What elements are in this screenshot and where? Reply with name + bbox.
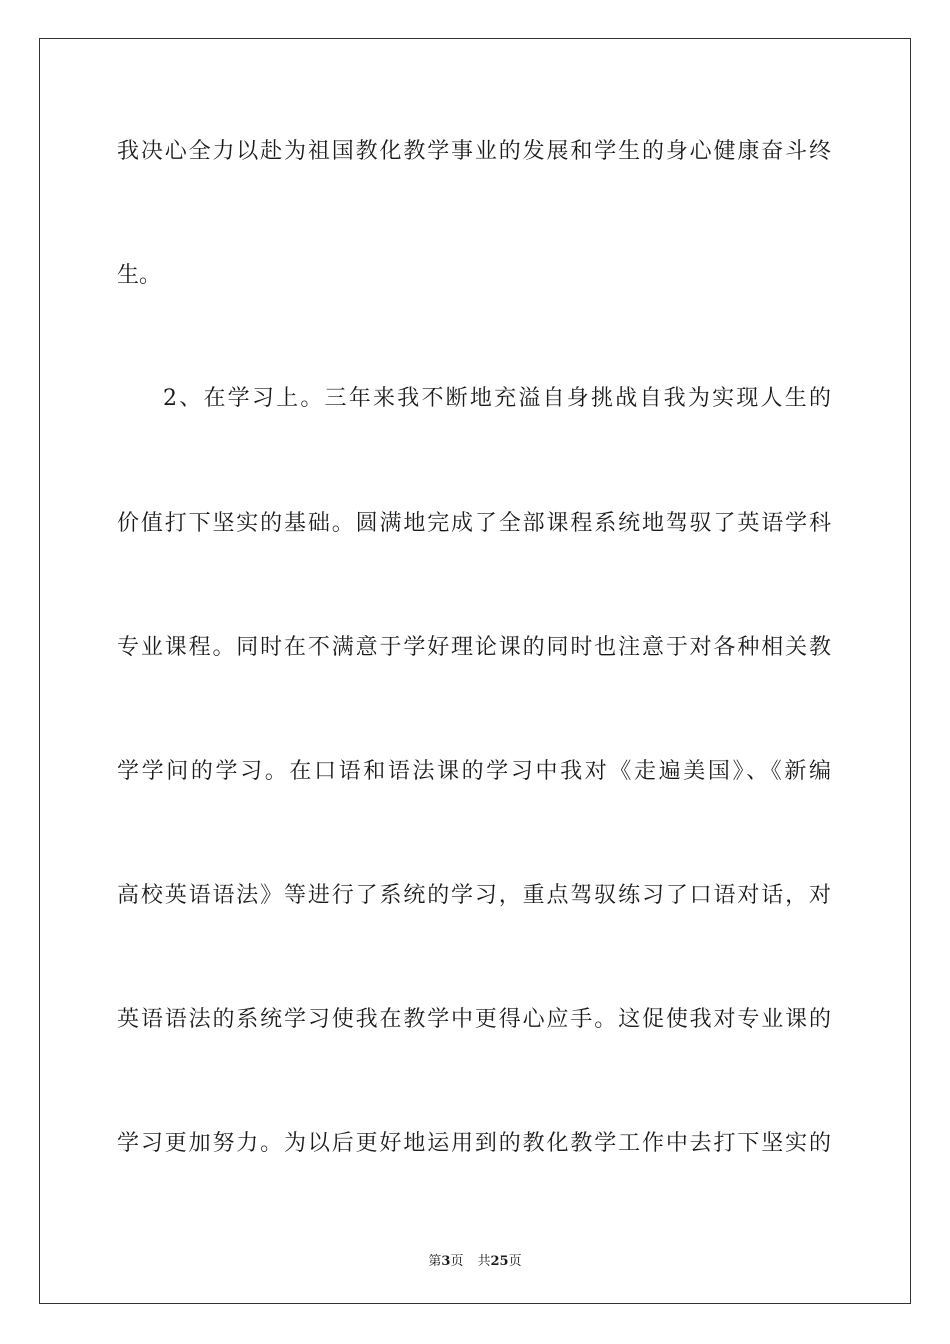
page-border — [39, 38, 911, 1304]
total-pages-indicator — [477, 1254, 521, 1269]
page-number: 3 — [441, 1254, 451, 1269]
page-footer — [0, 1250, 950, 1269]
total-pages: 25 — [490, 1254, 509, 1269]
paragraph-2-line-1: 2、在学习上。三年来我不断地充溢自身挑战自我为实现人生的 — [163, 386, 831, 411]
text-line-4: 价值打下坚实的基础。圆满地完成了全部课程系统地驾驭了英语学科 — [117, 511, 831, 536]
total-prefix: 共 — [477, 1254, 491, 1269]
text-line-5: 专业课程。同时在不满意于学好理论课的同时也注意于对各种相关教 — [117, 635, 831, 660]
page-suffix: 页 — [450, 1254, 464, 1269]
text-line-1: 我决心全力以赴为祖国教化教学事业的发展和学生的身心健康奋斗终 — [117, 139, 831, 164]
text-line-7: 高校英语语法》等进行了系统的学习，重点驾驭练习了口语对话，对 — [117, 883, 831, 908]
text-line-8: 英语语法的系统学习使我在教学中更得心应手。这促使我对专业课的 — [117, 1007, 831, 1032]
total-suffix: 页 — [508, 1254, 522, 1269]
text-line-6: 学学问的学习。在口语和语法课的学习中我对《走遍美国》、《新编 — [117, 759, 831, 784]
text-line-9: 学习更加努力。为以后更好地运用到的教化教学工作中去打下坚实的 — [117, 1131, 831, 1156]
page-prefix: 第 — [428, 1254, 442, 1269]
text-line-2: 生。 — [117, 263, 162, 288]
page-indicator — [428, 1254, 463, 1269]
